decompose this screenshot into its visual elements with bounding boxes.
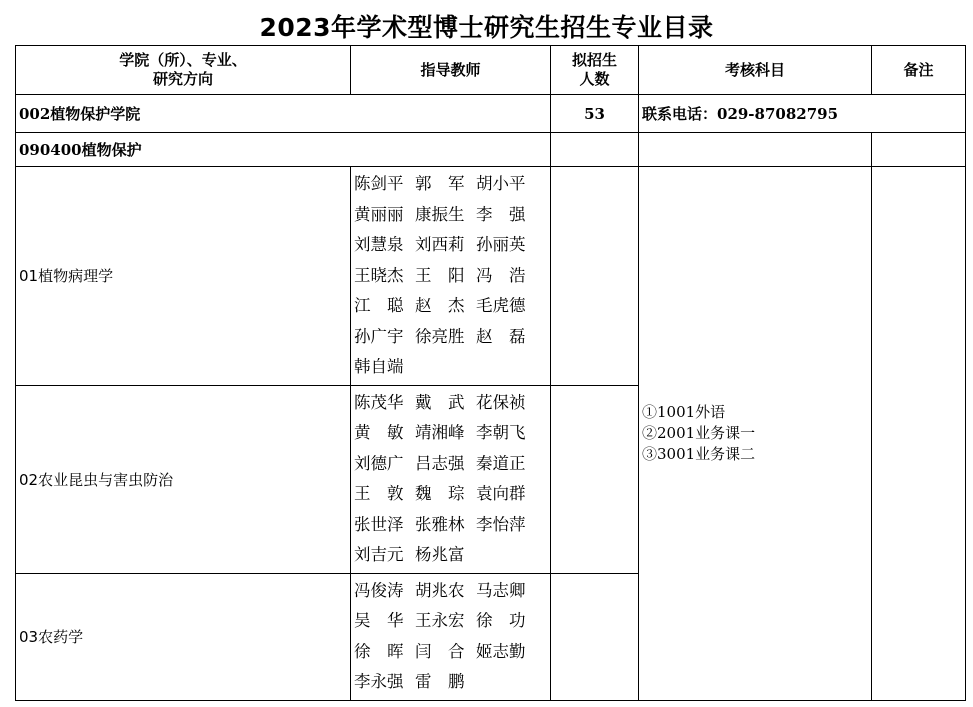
- direction-teachers: [351, 167, 551, 386]
- teacher-name: 刘德广: [354, 453, 404, 473]
- teacher-line: [354, 169, 550, 200]
- teacher-line: [354, 479, 550, 510]
- teacher-line: [354, 606, 550, 637]
- teacher-name: 张世泽: [354, 514, 404, 534]
- direction-name: 01植物病理学: [16, 167, 351, 386]
- catalog-table: [15, 45, 966, 701]
- teacher-name: 刘吉元: [354, 545, 404, 564]
- teacher-name: 冯 浩: [476, 265, 526, 285]
- header-college-line2: 研究方向: [152, 70, 213, 88]
- teacher-line: [354, 291, 550, 322]
- teacher-name: 胡小平: [476, 174, 526, 193]
- teacher-name: 孙广宇: [354, 326, 404, 346]
- teacher-line: [354, 576, 550, 607]
- teacher-name: 王晓杰: [354, 265, 404, 285]
- teacher-name: 姬志勤: [476, 641, 526, 661]
- teacher-name: 冯俊涛: [354, 580, 404, 600]
- teacher-name: 李怡萍: [476, 514, 526, 534]
- header-college: [16, 46, 351, 95]
- college-quota: 53: [551, 95, 639, 133]
- teacher-name: 康振生: [415, 204, 465, 224]
- exam-subject-3: ③3001业务课二: [642, 444, 756, 463]
- teacher-line: [354, 449, 550, 480]
- exam-subject-2: ②2001业务课一: [642, 423, 756, 442]
- teacher-name: 赵 磊: [476, 326, 526, 346]
- teacher-name: 马志卿: [476, 580, 526, 600]
- teacher-name: 胡兆农: [415, 580, 465, 600]
- major-name: 090400植物保护: [16, 133, 551, 167]
- teacher-name: 吕志强: [415, 453, 465, 473]
- page-title: 2023年学术型博士研究生招生专业目录: [259, 13, 714, 42]
- teacher-name: 王永宏: [415, 611, 465, 630]
- teacher-name: 江 聪: [354, 296, 404, 315]
- teacher-name: 黄 敏: [354, 423, 404, 442]
- teacher-line: [354, 261, 550, 292]
- major-row: [16, 133, 966, 167]
- header-quota: [551, 46, 639, 95]
- teacher-name: 王 敦: [354, 484, 404, 503]
- college-phone: 联系电话：029-87082795: [639, 95, 966, 133]
- teacher-name: 徐 晖: [354, 641, 404, 661]
- header-quota-line1: 拟招生: [571, 51, 617, 69]
- teacher-name: 张雅林: [415, 514, 465, 534]
- teacher-name: 徐 功: [476, 611, 526, 630]
- teacher-line: [354, 510, 550, 541]
- header-advisors: 指导教师: [351, 46, 551, 95]
- teacher-name: 孙丽英: [476, 235, 526, 254]
- teacher-line: [354, 540, 550, 571]
- teacher-name: 李朝飞: [476, 423, 526, 442]
- teacher-line: [354, 667, 550, 698]
- header-subjects: 考核科目: [639, 46, 872, 95]
- teacher-name: 王 阳: [415, 265, 465, 285]
- teacher-line: [354, 637, 550, 668]
- teacher-line: [354, 322, 550, 353]
- direction-name: 03农药学: [16, 573, 351, 700]
- direction-quota-cell: [551, 573, 639, 700]
- direction-quota-cell: [551, 167, 639, 386]
- teacher-name: 杨兆富: [415, 545, 465, 564]
- exam-subjects: [639, 167, 872, 701]
- major-quota-cell: [551, 133, 639, 167]
- teacher-name: 陈茂华: [354, 392, 404, 412]
- header-quota-line2: 人数: [579, 70, 610, 88]
- teacher-line: [354, 352, 550, 383]
- notes-cell: [872, 167, 966, 701]
- teacher-name: 花保祯: [476, 392, 526, 412]
- direction-row-1: [16, 167, 966, 386]
- teacher-name: 魏 琮: [415, 484, 465, 503]
- college-row: [16, 95, 966, 133]
- teacher-name: 袁向群: [476, 484, 526, 503]
- teacher-name: 戴 武: [415, 392, 465, 412]
- teacher-name: 赵 杰: [415, 296, 465, 315]
- teacher-line: [354, 230, 550, 261]
- teacher-name: 秦道正: [476, 453, 526, 473]
- teacher-name: 韩自端: [354, 357, 404, 376]
- teacher-name: 郭 军: [415, 174, 465, 193]
- major-notes-cell: [872, 133, 966, 167]
- teacher-name: 李 强: [476, 204, 526, 224]
- header-notes: 备注: [872, 46, 966, 95]
- teacher-name: 闫 合: [415, 641, 465, 661]
- header-row: [16, 46, 966, 95]
- teacher-name: 雷 鹏: [415, 672, 465, 691]
- teacher-name: 吴 华: [354, 611, 404, 630]
- teacher-line: [354, 418, 550, 449]
- major-subjects-cell: [639, 133, 872, 167]
- direction-teachers: [351, 573, 551, 700]
- teacher-name: 靖湘峰: [415, 423, 465, 442]
- direction-quota-cell: [551, 385, 639, 573]
- direction-name: 02农业昆虫与害虫防治: [16, 385, 351, 573]
- header-college-line1: 学院（所）、专业、: [119, 51, 247, 69]
- exam-subject-1: ①1001外语: [642, 402, 726, 421]
- teacher-name: 陈剑平: [354, 174, 404, 193]
- teacher-name: 刘西莉: [415, 235, 465, 254]
- teacher-name: 黄丽丽: [354, 204, 404, 224]
- teacher-line: [354, 200, 550, 231]
- teacher-name: 李永强: [354, 672, 404, 691]
- teacher-name: 徐亮胜: [415, 326, 465, 346]
- teacher-line: [354, 388, 550, 419]
- college-name: 002植物保护学院: [16, 95, 551, 133]
- direction-teachers: [351, 385, 551, 573]
- teacher-name: 毛虎德: [476, 296, 526, 315]
- teacher-name: 刘慧泉: [354, 235, 404, 254]
